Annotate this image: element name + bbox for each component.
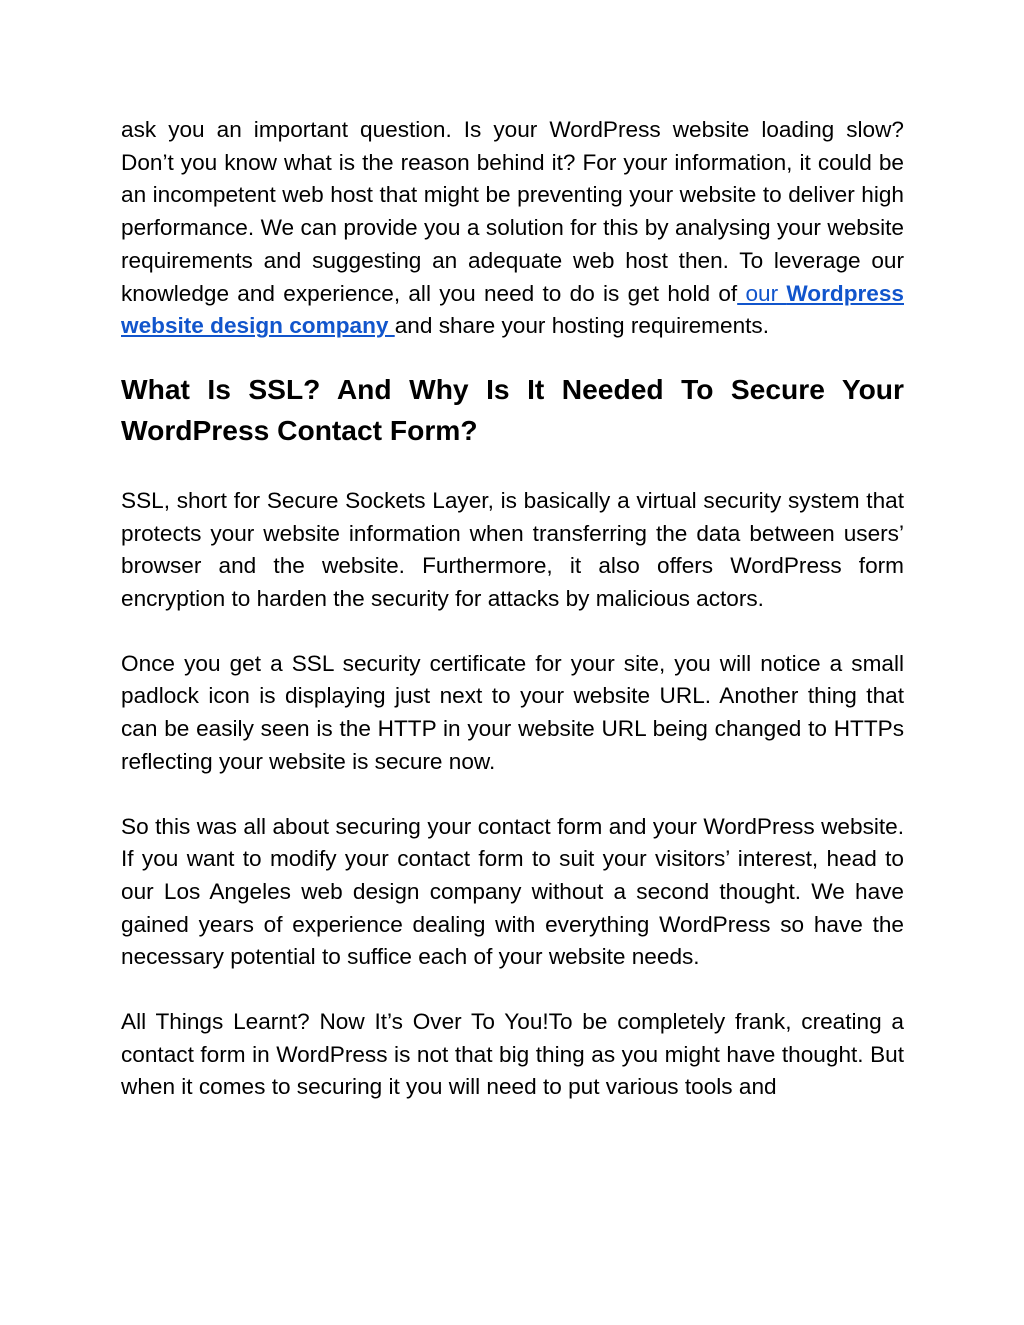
- link-bold-text: Wordpress website design company: [121, 280, 904, 339]
- link-prefix-text: our: [737, 280, 787, 306]
- paragraph-conclusion: All Things Learnt? Now It’s Over To You!To be completely frank, creating a contact form in WordPress is not that big thing as you might have thought. But when it comes to securing it you will need to put various tools and: [121, 1009, 904, 1100]
- paragraph-hosting-text: ask you an important question. Is your WordPress website loading slow? Don’t you know what is the reason behind it? For your information, it could be an incompetent web host that might be preventing your website to deliver high performance. We can provide you a solution for this by analysing your website requirements and suggesting an adequate web host then. To leverage our knowledge and experience, all you need to do is get hold of: [121, 117, 904, 306]
- spacer: [121, 616, 904, 648]
- paragraph-ssl-certificate: Once you get a SSL security certificate for your site, you will notice a small padlock icon is displaying just next to your website URL. Another thing that can be easily seen is the HTTP in your website URL being changed to HTTPs reflecting your website is secure now.: [121, 650, 904, 774]
- paragraph-ssl-definition: SSL, short for Secure Sockets Layer, is basically a virtual security system that protects your website information when transferring the data between users’ browser and the website. Furthermore, it also offers WordPress form encryption to harden the security for attacks by malicious actors.: [121, 487, 904, 612]
- section-heading-ssl: What Is SSL? And Why Is It Needed To Secure Your WordPress Contact Form?: [121, 372, 904, 446]
- paragraph-hosting: [121, 114, 904, 343]
- paragraph-securing-summary: So this was all about securing your contact form and your WordPress website. If you want to modify your contact form to suit your visitors’ interest, head to our Los Angeles web design company without a second thought. We have gained years of experience dealing with everything WordPress so have the necessary potential to suffice each of your website needs.: [121, 813, 904, 970]
- paragraph-hosting-tail: and share your hosting requirements.: [394, 313, 769, 339]
- spacer: [121, 451, 904, 485]
- spacer: [121, 974, 904, 1006]
- document-page: [121, 114, 904, 1104]
- spacer: [121, 779, 904, 811]
